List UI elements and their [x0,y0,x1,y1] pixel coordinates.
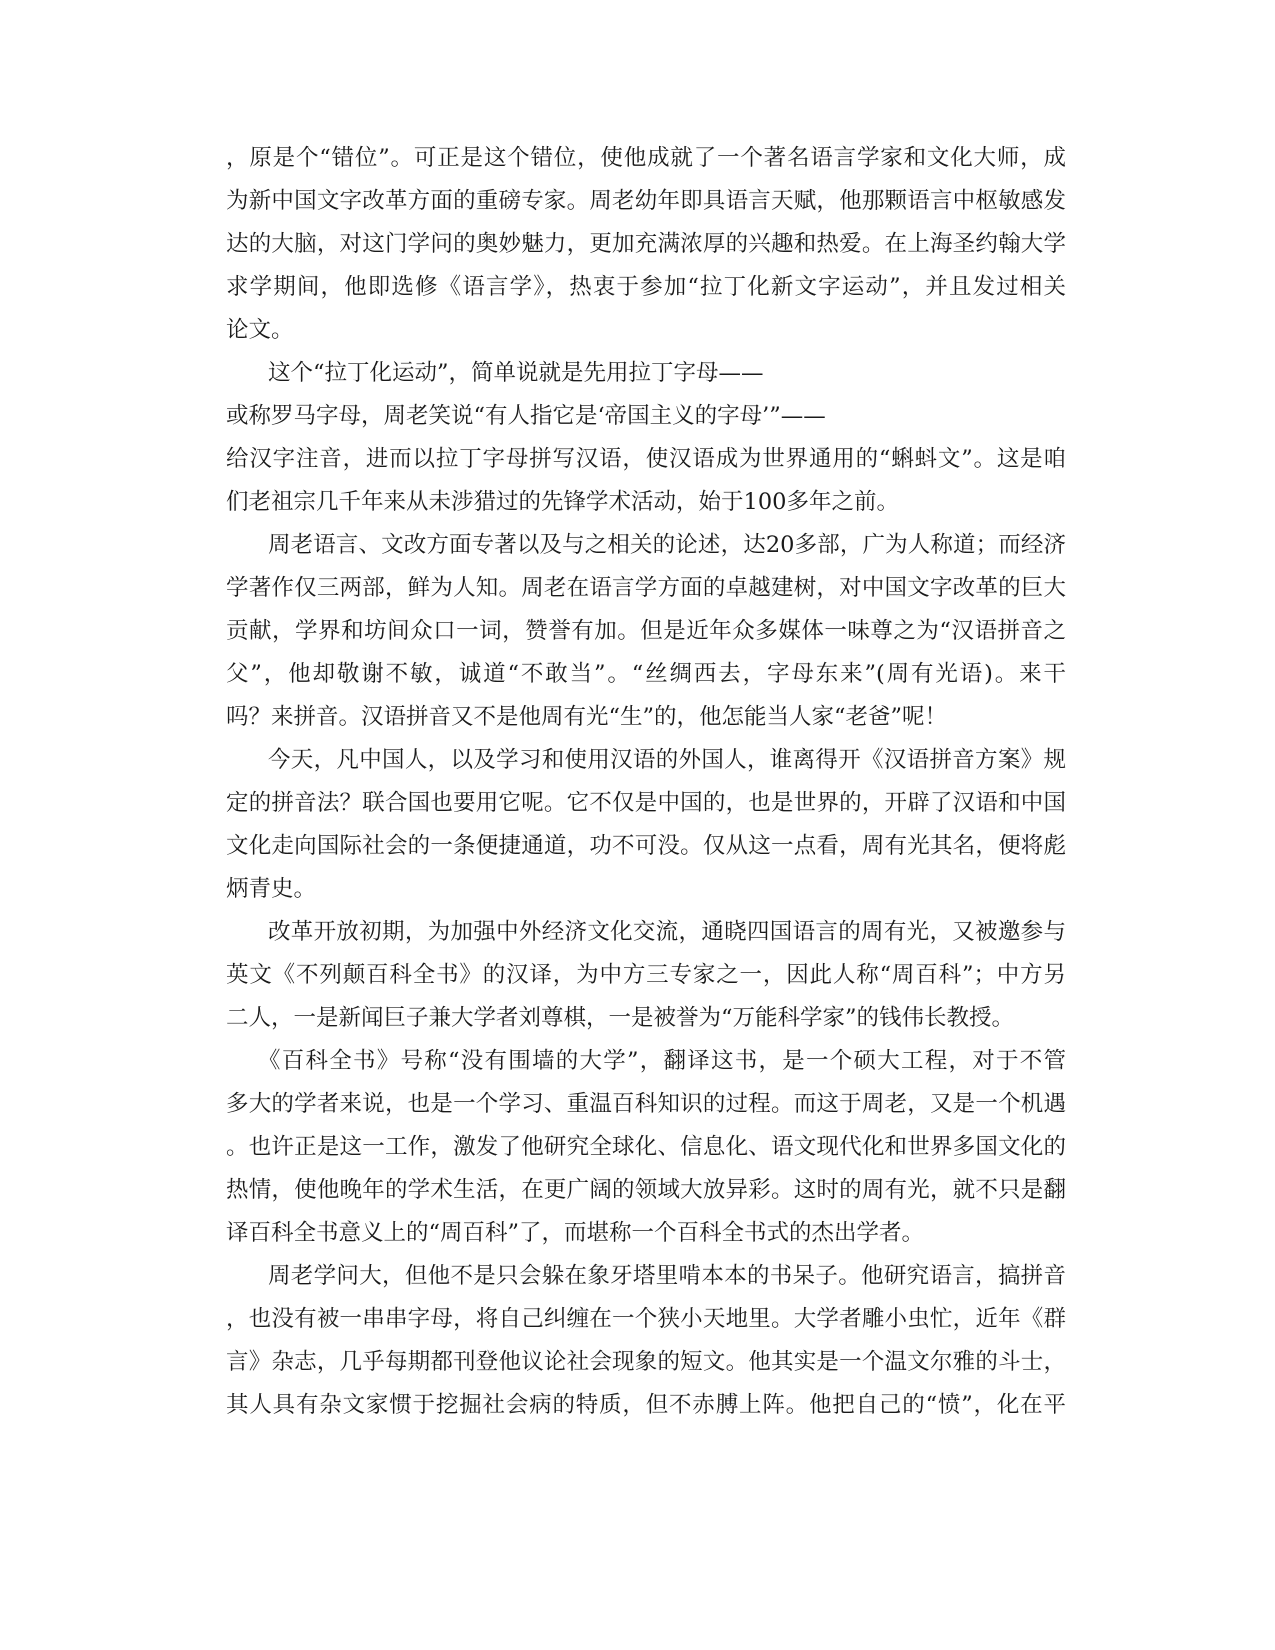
text-line: ，也没有被一串串字母，将自己纠缠在一个狭小天地里。大学者雕小虫忙，近年《群 [226,1306,1066,1332]
text-line: 吗？来拼音。汉语拼音又不是他周有光“生”的，他怎能当人家“老爸”呢！ [226,704,948,730]
text-line: 英文《不列颠百科全书》的汉译，为中方三专家之一，因此人称“周百科”；中方另 [226,962,1066,988]
text-line: 达的大脑，对这门学问的奥妙魅力，更加充满浓厚的兴趣和热爱。在上海圣约翰大学 [226,231,1066,257]
text-line: 定的拼音法？联合国也要用它呢。它不仅是中国的，也是世界的，开辟了汉语和中国 [226,790,1066,816]
text-line: 其人具有杂文家惯于挖掘社会病的特质，但不赤膊上阵。他把自己的“愤”，化在平 [226,1392,1066,1418]
text-line: 为新中国文字改革方面的重磅专家。周老幼年即具语言天赋，他那颗语言中枢敏感发 [226,188,1066,214]
paragraph-first-line: 周老学问大，但他不是只会躲在象牙塔里啃本本的书呆子。他研究语言，搞拼音 [268,1263,1066,1289]
text-line: 热情，使他晚年的学术生活，在更广阔的领域大放异彩。这时的周有光，就不只是翻 [226,1177,1066,1203]
text-line: 学著作仅三两部，鲜为人知。周老在语言学方面的卓越建树，对中国文字改革的巨大 [226,575,1066,601]
text-line: 给汉字注音，进而以拉丁字母拼写汉语，使汉语成为世界通用的“蝌蚪文”。这是咱 [226,446,1066,472]
text-line: 多大的学者来说，也是一个学习、重温百科知识的过程。而这于周老，又是一个机遇 [226,1091,1066,1117]
text-line: 论文。 [226,317,294,343]
paragraph-first-line: 这个“拉丁化运动”，简单说就是先用拉丁字母—— [268,360,764,386]
text-line: 。也许正是这一工作，激发了他研究全球化、信息化、语文现代化和世界多国文化的 [226,1134,1066,1160]
text-line: 求学期间，他即选修《语言学》，热衷于参加“拉丁化新文字运动”，并且发过相关 [226,274,1066,300]
paragraph-first-line: 今天，凡中国人，以及学习和使用汉语的外国人，谁离得开《汉语拼音方案》规 [268,747,1066,773]
text-line: 二人，一是新闻巨子兼大学者刘尊棋，一是被誉为“万能科学家”的钱伟长教授。 [226,1005,1015,1031]
text-line: 文化走向国际社会的一条便捷通道，功不可没。仅从这一点看，周有光其名，便将彪 [226,833,1066,859]
text-line: 译百科全书意义上的“周百科”了，而堪称一个百科全书式的杰出学者。 [226,1220,925,1246]
text-line: 贡献，学界和坊间众口一词，赞誉有加。但是近年众多媒体一味尊之为“汉语拼音之 [226,618,1066,644]
paragraph-first-line: 周老语言、文改方面专著以及与之相关的论述，达20多部，广为人称道；而经济 [268,532,1066,558]
text-line: 们老祖宗几千年来从未涉猎过的先锋学术活动，始于100多年之前。 [226,489,899,515]
text-line: 炳青史。 [226,876,317,902]
text-line: 或称罗马字母，周老笑说“有人指它是‘帝国主义的字母’”—— [226,403,826,429]
text-line: 父”，他却敬谢不敏，诚道“不敢当”。“丝绸西去，字母东来”(周有光语)。来干 [226,661,1066,687]
paragraph-first-line: 改革开放初期，为加强中外经济文化交流，通晓四国语言的周有光，又被邀参与 [268,919,1066,945]
paragraph-first-line: 《百科全书》号称“没有围墙的大学”，翻译这书，是一个硕大工程，对于不管 [258,1048,1066,1074]
text-line: 言》杂志，几乎每期都刊登他议论社会现象的短文。他其实是一个温文尔雅的斗士， [226,1349,1066,1375]
text-line: ，原是个“错位”。可正是这个错位，使他成就了一个著名语言学家和文化大师，成 [226,145,1066,171]
